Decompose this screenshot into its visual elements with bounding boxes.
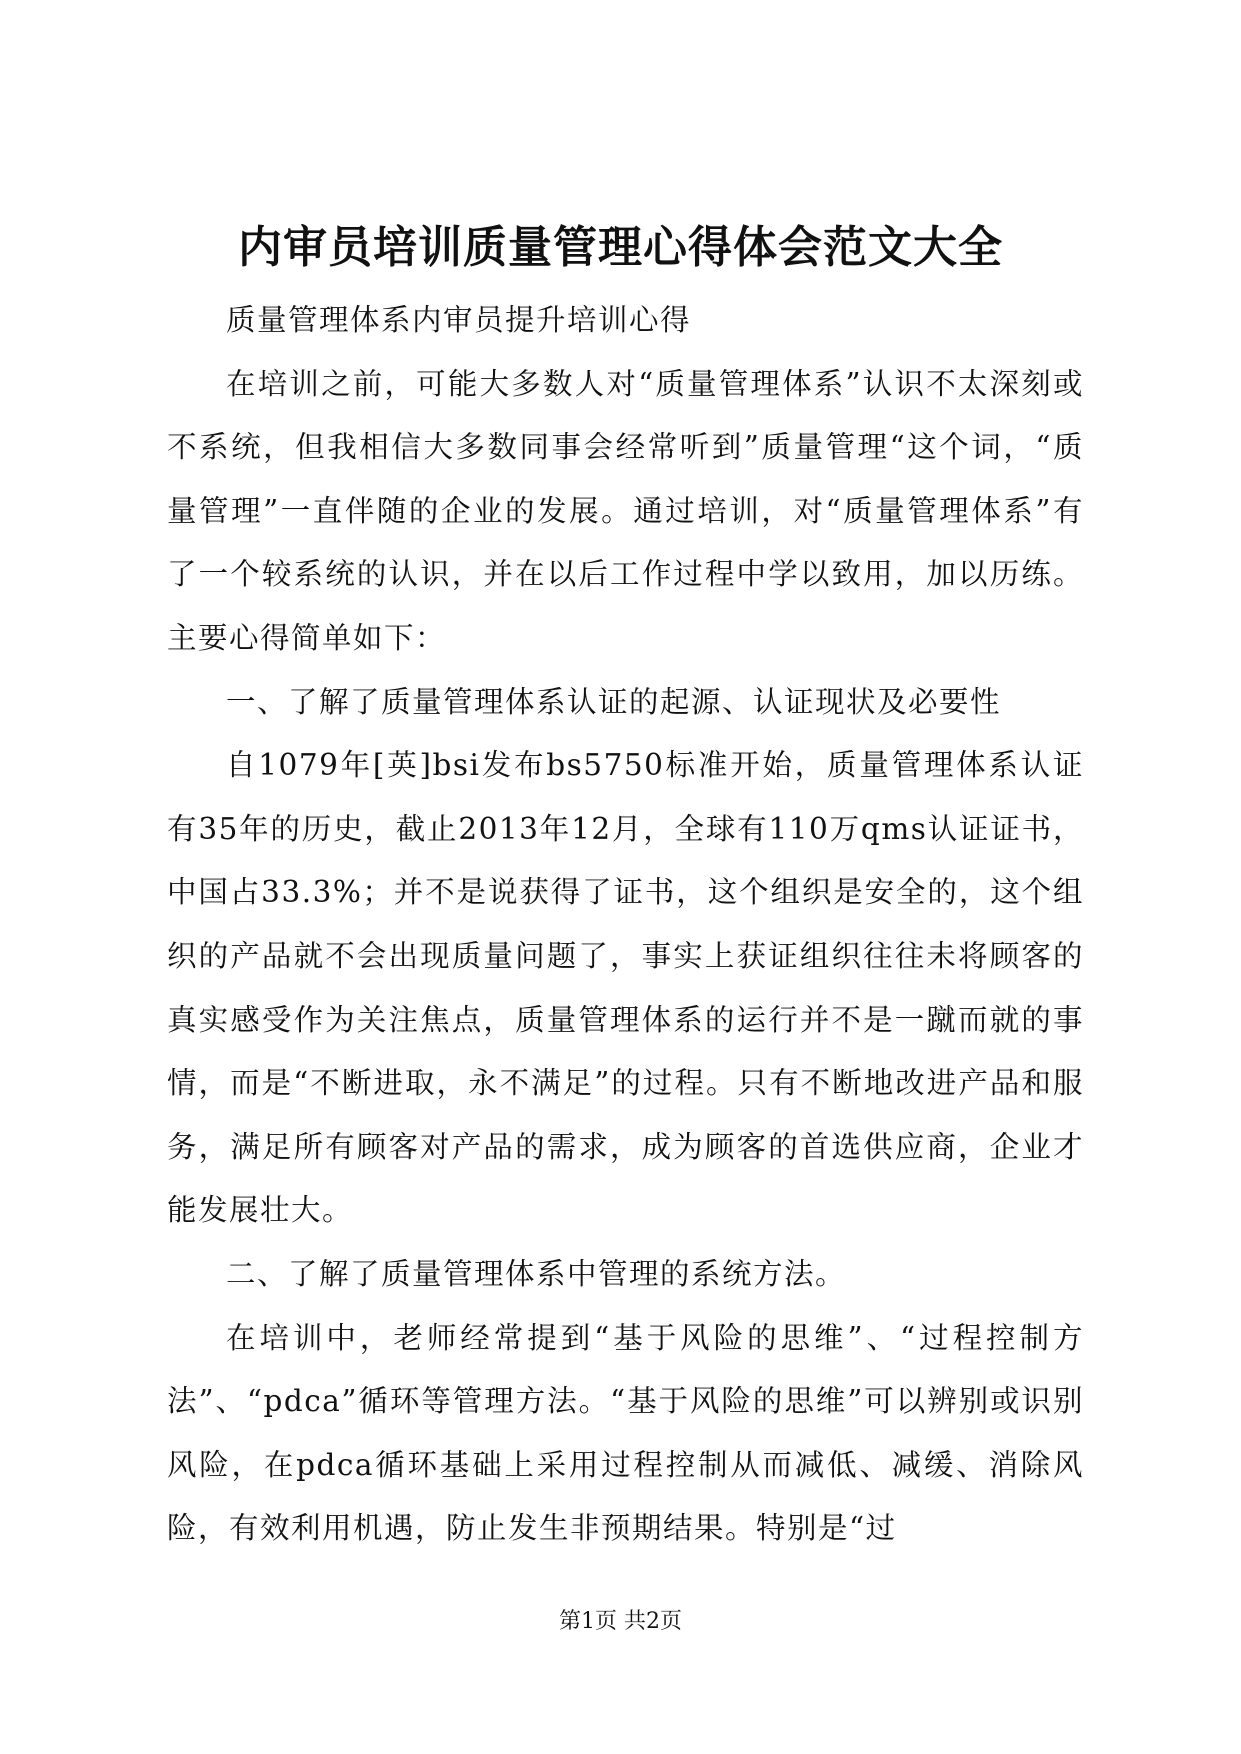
- body-paragraph: 在培训中，老师经常提到“基于风险的思维”、“过程控制方法”、“pdca”循环等管理方法。“基于风险的思维”可以辨别或识别风险，在pdca循环基础上采用过程控制从而减低、减缓、消除风险，有效利用机遇，防止发生非预期结果。特别是“过: [167, 1320, 1084, 1546]
- body-paragraph: 自1079年[英]bsi发布bs5750标准开始，质量管理体系认证有35年的历史，截止2013年12月，全球有110万qms认证证书，中国占33.3%；并不是说获得了证书，这个组织是安全的，这个组织的产品就不会出现质量问题了，事实上获证组织往往未将顾客的真实感受作为关注焦点，质量管理体系的运行并不是一蹴而就的事情，而是“不断进取，永不满足”的过程。只有不断地改进产品和服务，满足所有顾客对产品的需求，成为顾客的首选供应商，企业才能发展壮大。: [167, 748, 1084, 1228]
- subtitle-paragraph: 质量管理体系内审员提升培训心得: [226, 303, 692, 337]
- section-heading: 二、了解了质量管理体系中管理的系统方法。: [226, 1256, 847, 1291]
- page-number: 第1页 共2页: [559, 1609, 682, 1634]
- document-body: [167, 289, 1084, 1561]
- section-heading: 一、了解了质量管理体系认证的起源、认证现状及必要性: [226, 684, 1002, 719]
- page-footer: [0, 1607, 1241, 1637]
- body-paragraph: 在培训之前，可能大多数人对“质量管理体系”认识不太深刻或不系统，但我相信大多数同事会经常听到”质量管理“这个词，“质量管理”一直伴随的企业的发展。通过培训，对“质量管理体系”有了一个较系统的认识，并在以后工作过程中学以致用，加以历练。主要心得简单如下：: [167, 366, 1084, 655]
- document-title: 内审员培训质量管理心得体会范文大全: [238, 222, 1003, 273]
